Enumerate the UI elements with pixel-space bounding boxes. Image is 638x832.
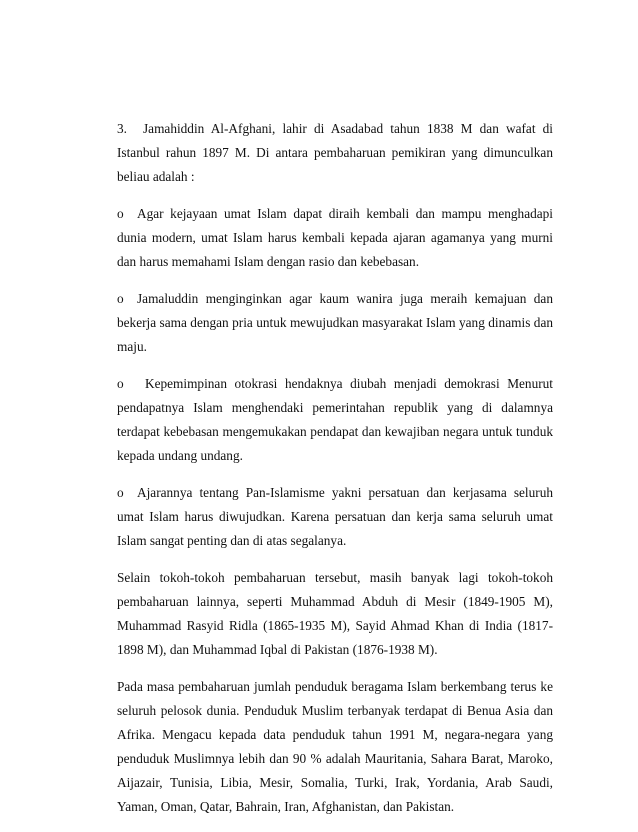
paragraph-text: Ajarannya tentang Pan-Islamisme yakni persatuan dan kerjasama seluruh umat Islam harus diwujudkan. Karena persatuan dan kerja sama seluruh umat Islam sangat penting dan di atas segalanya. — [117, 485, 553, 548]
paragraph-other-reformers — [117, 566, 553, 662]
paragraph-text: Kepemimpinan otokrasi hendaknya diubah menjadi demokrasi Menurut pendapatnya Islam menghendaki pemerintahan republik yang di dalamnya terdapat kebebasan mengemukakan pendapat dan kewajiban negara untuk tunduk kepada undang undang. — [117, 376, 553, 463]
paragraph-text: Agar kejayaan umat Islam dapat diraih kembali dan mampu menghadapi dunia modern, umat Islam harus kembali kepada ajaran agamanya yang murni dan harus memahami Islam dengan rasio dan kebebasan. — [117, 206, 553, 269]
paragraph-text: Jamaluddin menginginkan agar kaum wanira juga meraih kemajuan dan bekerja sama dengan pria untuk mewujudkan masyarakat Islam yang dinamis dan maju. — [117, 291, 553, 354]
bullet-paragraph-1 — [117, 202, 553, 274]
paragraph-text: Jamahiddin Al-Afghani, lahir di Asadabad tahun 1838 M dan wafat di Istanbul rahun 1897 M. Di antara pembaharuan pemikiran yang dimunculkan beliau adalah : — [117, 121, 553, 184]
bullet-paragraph-2 — [117, 287, 553, 359]
bullet-paragraph-4 — [117, 481, 553, 553]
paragraph-text: Pada masa pembaharuan jumlah penduduk beragama Islam berkembang terus ke seluruh pelosok dunia. Penduduk Muslim terbanyak terdapat di Benua Asia dan Afrika. Mengacu kepada data penduduk tahun 1991 M, negara-negara yang penduduk Muslimnya lebih dan 90 % adalah Mauritania, Sahara Barat, Maroko, Aijazair, Tunisia, Libia, Mesir, Somalia, Turki, Irak, Yordania, Arab Saudi, Yaman, Oman, Qatar, Bahrain, Iran, Afghanistan, dan Pakistan. — [117, 679, 553, 814]
paragraph-item-3 — [117, 117, 553, 189]
bullet-marker: o — [117, 376, 124, 391]
bullet-marker: o — [117, 485, 124, 500]
paragraph-text: Selain tokoh-tokoh pembaharuan tersebut, masih banyak lagi tokoh-tokoh pembaharuan lainnya, seperti Muhammad Abduh di Mesir (1849-1905 M), Muhammad Rasyid Ridla (1865-1935 M), Sayid Ahmad Khan di India (1817- 1898 M), dan Muhammad Iqbal di Pakistan (1876-1938 M). — [117, 570, 553, 657]
bullet-marker: o — [117, 291, 124, 306]
list-number: 3. — [117, 121, 127, 136]
bullet-marker: o — [117, 206, 124, 221]
paragraph-muslim-population — [117, 675, 553, 819]
bullet-paragraph-3 — [117, 372, 553, 468]
document-body — [117, 117, 553, 832]
